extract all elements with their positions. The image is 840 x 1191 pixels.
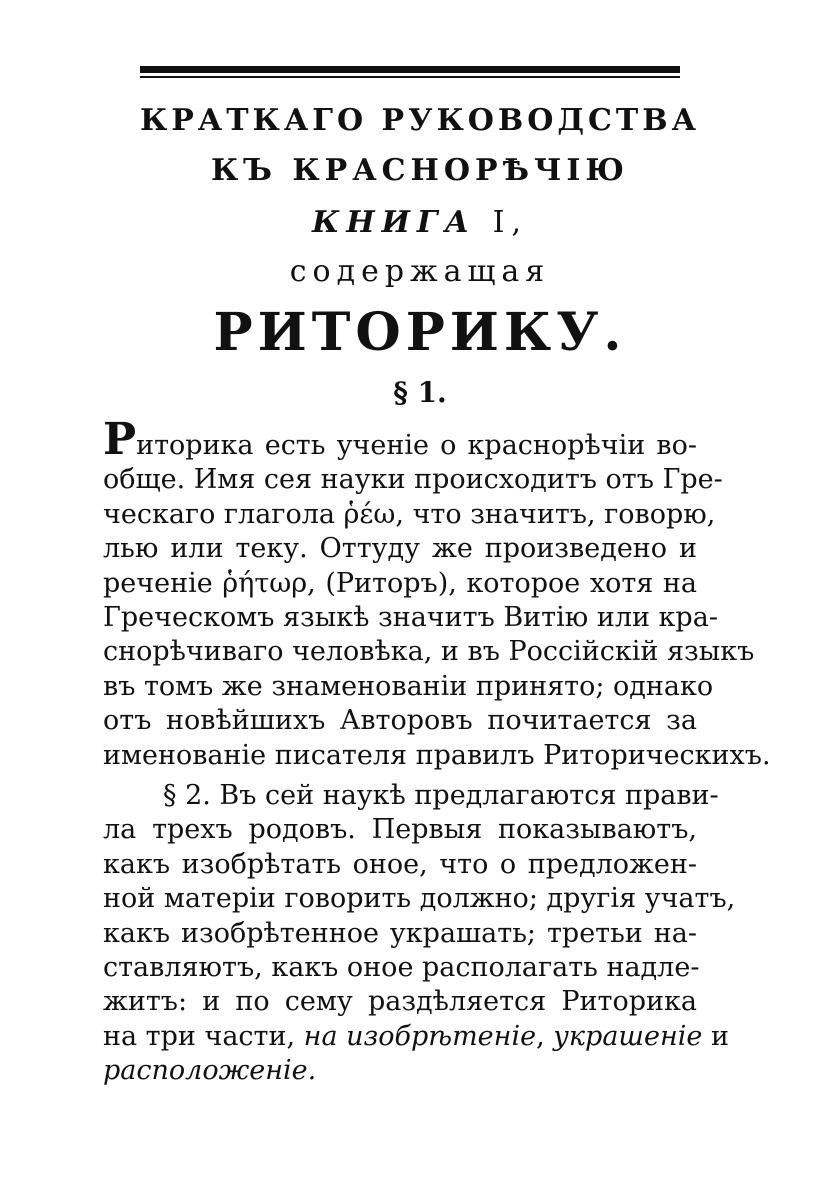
text-line: Греческомъ языкѣ значитъ Витію или кра-	[103, 602, 718, 634]
final-italic-line: расположеніе.	[103, 1055, 317, 1087]
text-line: лью или теку. Оттуду же произведено и	[103, 533, 697, 565]
section-1-paragraph	[103, 414, 771, 773]
book-word: КНИГА	[311, 205, 477, 240]
text-line: какъ изобрѣтать оное, что о предложен-	[103, 848, 697, 880]
top-double-rule	[140, 66, 680, 80]
text-line: ставляютъ, какъ оное располагать надле-	[103, 952, 700, 984]
text-line: ной матеріи говорить должно; другія учатъ,	[103, 883, 736, 915]
text-line: Риторика есть ученіе о краснорѣчіи во-	[103, 414, 697, 465]
text-line: ческаго глагола ῥέω, что значитъ, говорю,	[103, 498, 716, 530]
thin-rule	[140, 76, 680, 78]
thick-rule	[140, 66, 680, 73]
italic-term: на изобрѣтеніе	[303, 1020, 537, 1052]
main-title: РИТОРИКУ.	[213, 302, 627, 363]
italic-term: украшеніе	[553, 1020, 703, 1052]
book-heading	[0, 205, 840, 240]
text-line: ла трехъ родовъ. Первыя показываютъ,	[103, 814, 697, 846]
text-line: § 2. Въ сей наукѣ предлагаются прави-	[163, 780, 719, 811]
drop-capital: Р	[103, 414, 137, 465]
text-line: отъ новѣйшихъ Авторовъ почитается за	[103, 705, 697, 737]
text-line: житъ: и по сему раздѣляется Риторика	[103, 986, 697, 1018]
section-1-mark: § 1.	[393, 376, 447, 409]
title-line-1: КРАТКАГО РУКОВОДСТВА	[139, 103, 701, 138]
section-2-paragraph	[103, 779, 736, 1089]
text-line: обще. Имя сея науки происходитъ отъ Гре-	[103, 464, 723, 496]
subtitle: содержащая	[289, 254, 551, 289]
text-line: въ томъ же знаменованіи принято; однако	[103, 670, 714, 702]
text-line: реченіе ῥήτωρ, (Риторъ), которое хотя на	[103, 567, 697, 599]
text-line: на три части, на изобрѣтеніе, украшеніе и	[103, 1020, 729, 1052]
title-line-2: КЪ КРАСНОРѢЧІЮ	[210, 153, 630, 188]
book-number: I,	[492, 205, 529, 240]
text-line: снорѣчиваго человѣка, и въ Россійскій языкъ	[103, 636, 755, 668]
text-line: какъ изобрѣтенное украшать; третьи на-	[103, 917, 697, 949]
text-line: именованіе писателя правилъ Риторическихъ.	[103, 739, 771, 771]
